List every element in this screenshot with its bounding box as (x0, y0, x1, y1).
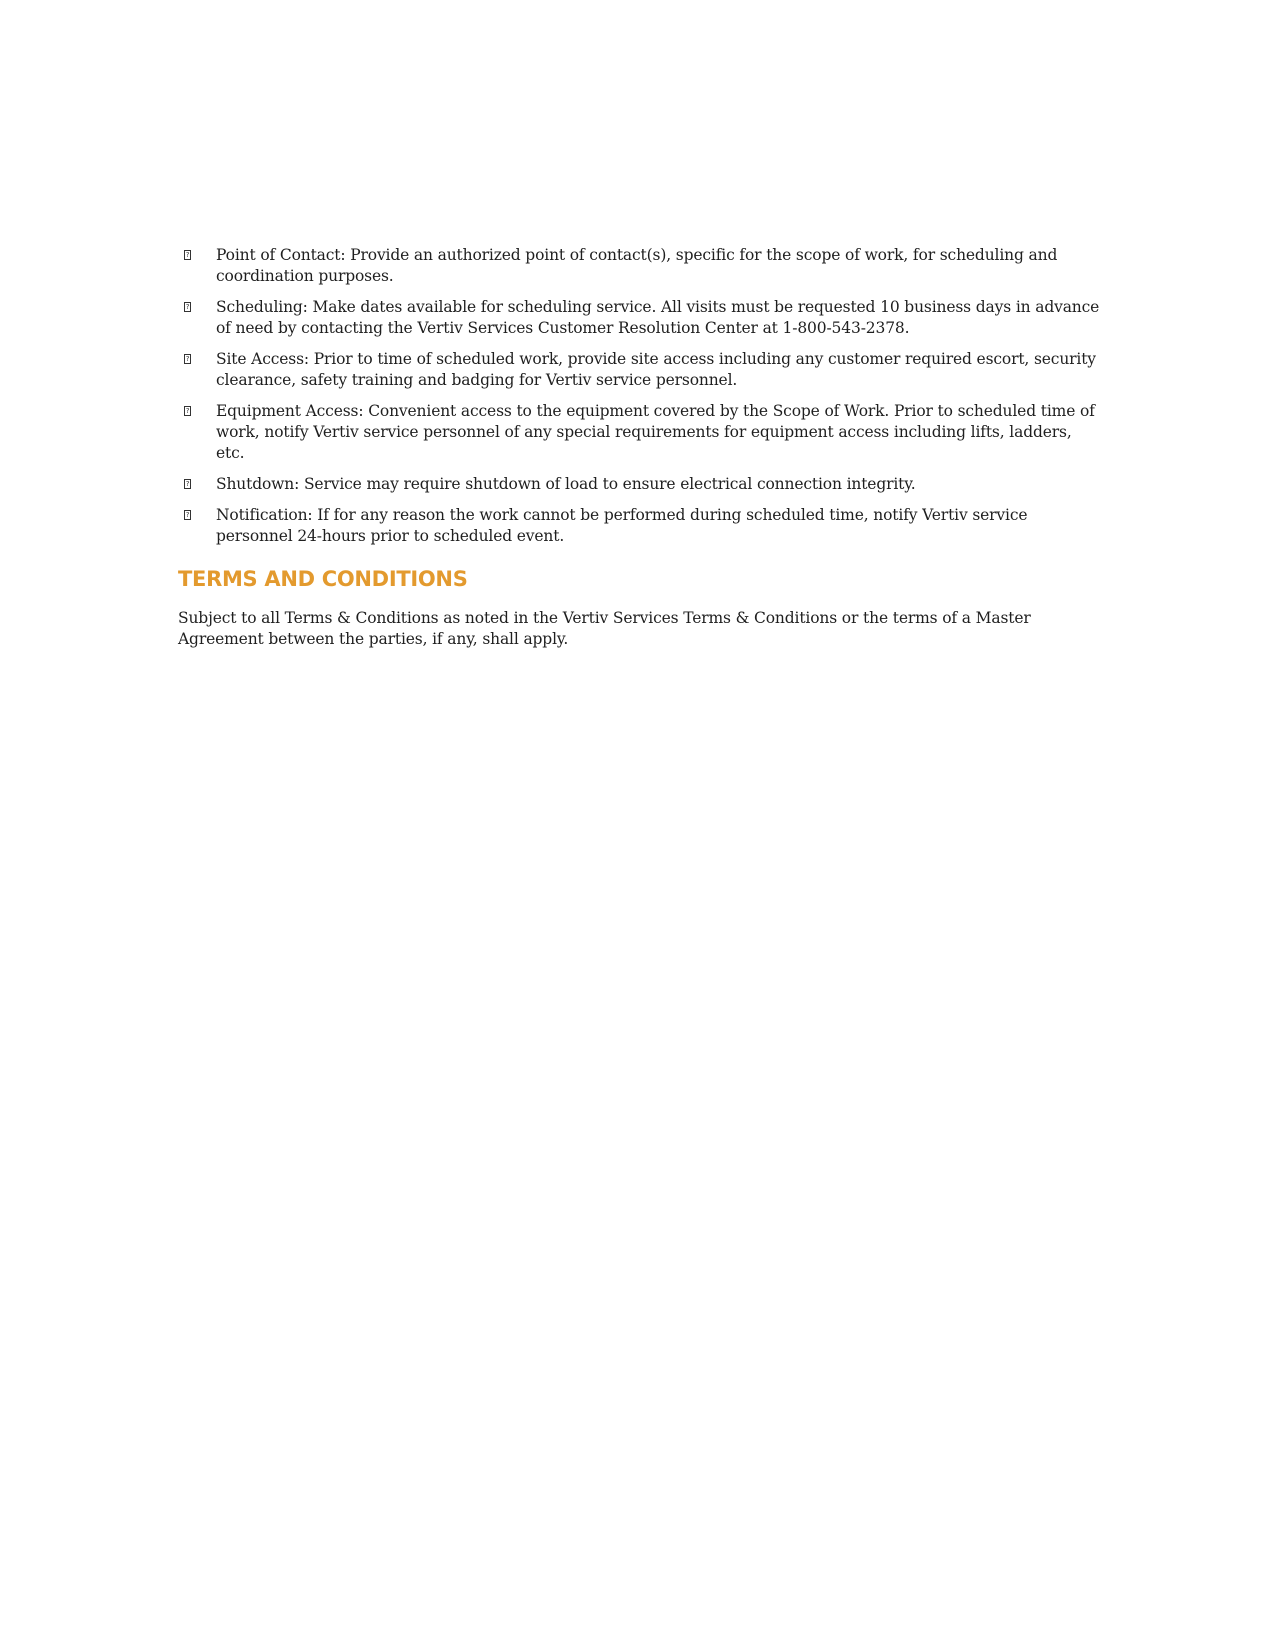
list-item-text: Site Access: Prior to time of scheduled work, provide site access including any customer required escort, security clearance, safety training and badging for Vertiv service personnel. (216, 350, 1096, 389)
missing-glyph-bullet-icon: ? (185, 251, 190, 259)
list-item (181, 349, 1101, 391)
missing-glyph-bullet-icon: ? (185, 407, 190, 415)
missing-glyph-bullet-icon: ? (185, 480, 190, 488)
list-item (181, 297, 1101, 339)
terms-paragraph: Subject to all Terms & Conditions as noted in the Vertiv Services Terms & Conditions or the terms of a Master Agreement between the parties, if any, shall apply. (178, 609, 1031, 648)
list-item-text: Notification: If for any reason the work cannot be performed during scheduled time, notify Vertiv service personnel 24-hours prior to scheduled event. (216, 506, 1028, 545)
customer-responsibilities-list (181, 245, 1101, 557)
list-item (181, 505, 1101, 547)
list-item (181, 401, 1101, 464)
list-item (181, 474, 1101, 495)
missing-glyph-bullet-icon: ? (185, 511, 190, 519)
list-item (181, 245, 1101, 287)
terms-heading: TERMS AND CONDITIONS (178, 567, 468, 591)
list-item-text: Shutdown: Service may require shutdown of load to ensure electrical connection integrity. (216, 475, 916, 493)
list-item-text: Point of Contact: Provide an authorized point of contact(s), specific for the scope of work, for scheduling and coordination purposes. (216, 246, 1058, 285)
missing-glyph-bullet-icon: ? (185, 303, 190, 311)
missing-glyph-bullet-icon: ? (185, 355, 190, 363)
list-item-text: Scheduling: Make dates available for scheduling service. All visits must be requested 10 business days in advance of need by contacting the Vertiv Services Customer Resolution Center at 1-800-543-2378. (216, 298, 1100, 337)
list-item-text: Equipment Access: Convenient access to the equipment covered by the Scope of Work. Prior to scheduled time of work, notify Vertiv service personnel of any special requirements for equipment access including lifts, ladders, etc. (216, 402, 1095, 462)
